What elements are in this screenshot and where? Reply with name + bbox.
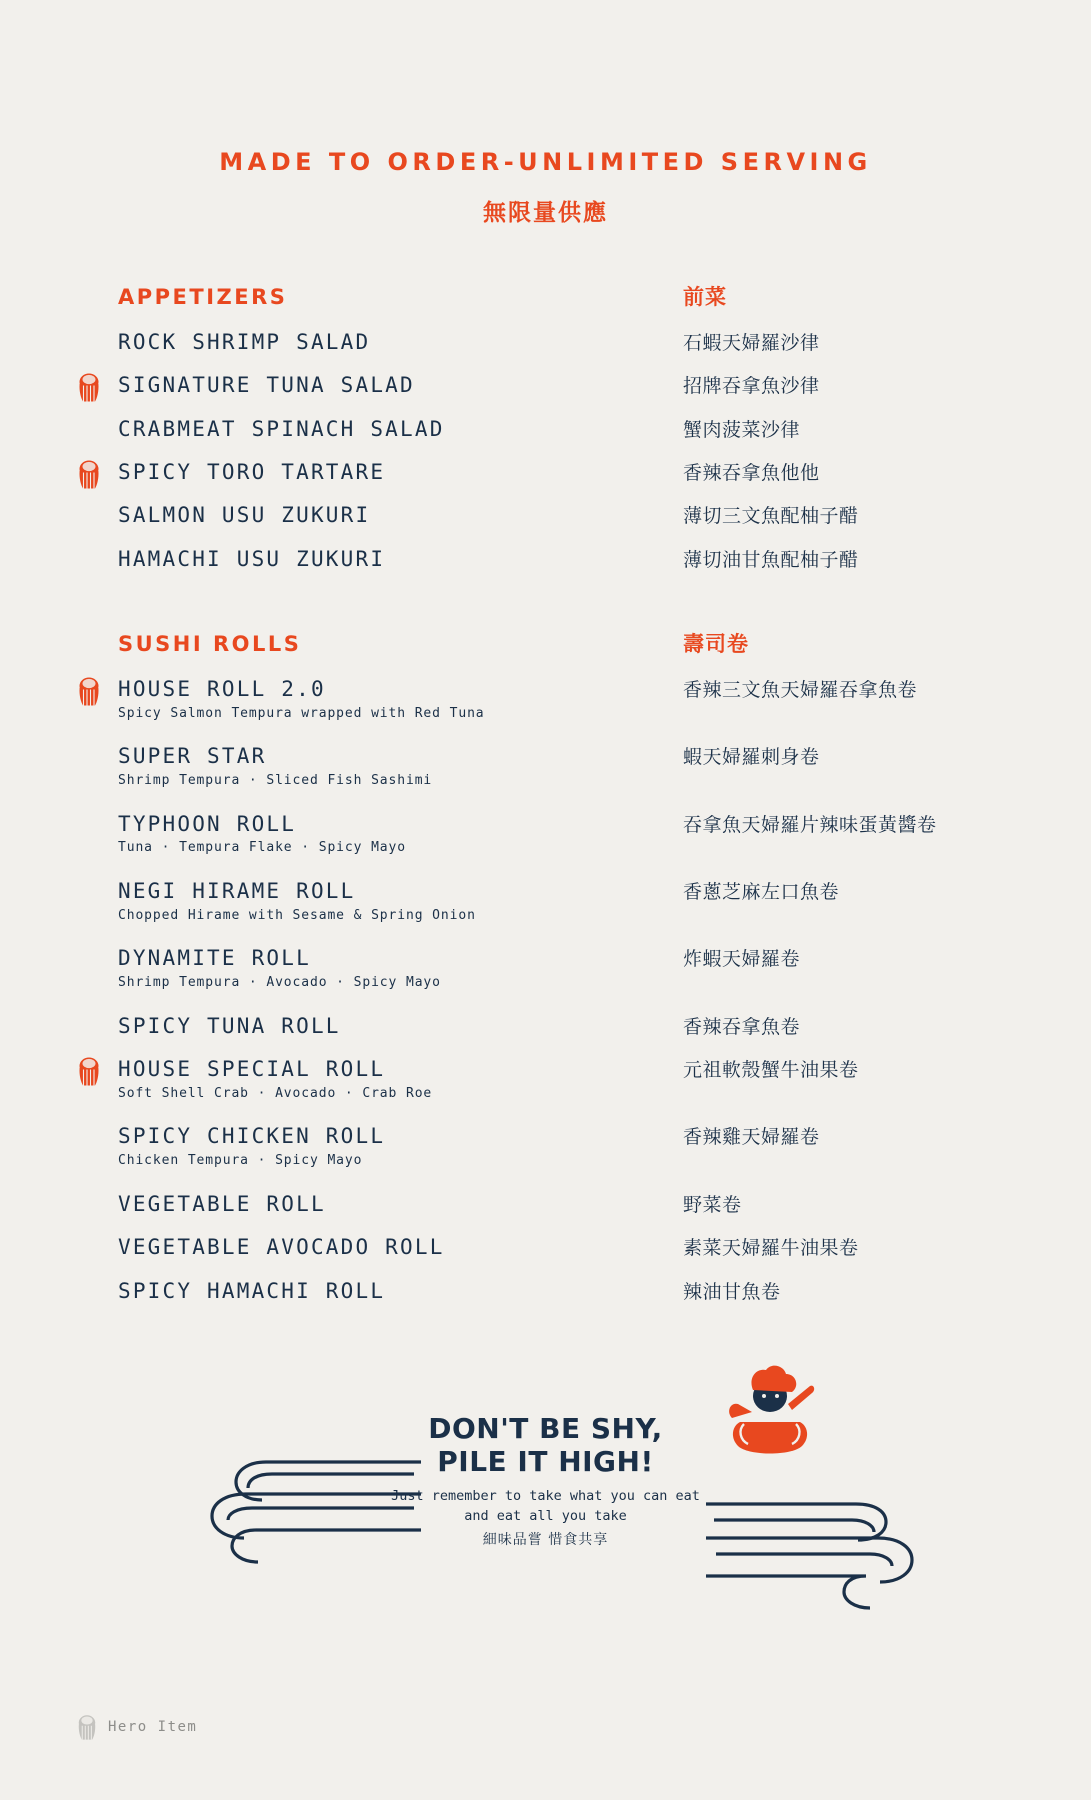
menu-item	[118, 457, 1011, 489]
header-title-en: MADE TO ORDER-UNLIMITED SERVING	[219, 148, 872, 176]
spacer	[118, 1175, 1011, 1189]
menu-item	[118, 370, 1011, 402]
footer-inner	[316, 1412, 776, 1549]
footer-subtitle-line1: Just remember to take what you can eat	[391, 1488, 700, 1505]
section-heading	[118, 628, 1011, 658]
spacer	[118, 1225, 1011, 1232]
menu-item-name-en: SPICY HAMACHI ROLL	[118, 1278, 386, 1303]
menu-item-left	[118, 741, 683, 790]
menu-header	[0, 0, 1091, 227]
menu-item-name-en: ROCK SHRIMP SALAD	[118, 330, 371, 354]
menu-item-description: Tuna · Tempura Flake · Spicy Mayo	[118, 840, 406, 856]
spacer	[118, 363, 1011, 370]
menu-item-name-zh: 元祖軟殼蟹牛油果卷	[683, 1059, 859, 1082]
menu-item	[118, 809, 1011, 858]
footer-subtitle-line2: and eat all you take	[464, 1508, 627, 1525]
menu-item-name-zh: 蟹肉菠菜沙律	[683, 418, 801, 441]
menu-item	[118, 1276, 1011, 1308]
menu-item	[118, 500, 1011, 532]
menu-item	[118, 327, 1011, 359]
menu-item-name-en: VEGETABLE ROLL	[118, 1191, 326, 1216]
menu-item-name-en: CRABMEAT SPINACH SALAD	[118, 416, 445, 441]
spacer	[118, 1107, 1011, 1121]
spacer	[118, 997, 1011, 1011]
spacer	[118, 727, 1011, 741]
spacer	[118, 407, 1011, 414]
menu-item	[118, 1054, 1011, 1103]
menu-item-left	[118, 327, 683, 359]
menu-item	[118, 414, 1011, 446]
menu-item-left	[118, 809, 683, 858]
legend-label: Hero Item	[108, 1719, 198, 1735]
menu-item-name-en: SIGNATURE TUNA SALAD	[118, 373, 415, 398]
menu-item-left	[118, 1189, 683, 1221]
menu-item-name-en: SALMON USU ZUKURI	[118, 503, 371, 528]
menu-item-name-zh: 香辣三文魚天婦羅吞拿魚卷	[683, 679, 918, 702]
menu-item-name-en: HAMACHI USU ZUKURI	[118, 546, 386, 571]
spacer	[118, 537, 1011, 544]
menu-item-left	[118, 876, 683, 925]
menu-item-name-en: HOUSE SPECIAL ROLL	[118, 1057, 386, 1082]
menu-item-description: Chopped Hirame with Sesame & Spring Onion	[118, 907, 476, 923]
menu-item	[118, 876, 1011, 925]
hero-item-icon	[74, 1712, 100, 1742]
menu-item-name-en: SUPER STAR	[118, 744, 267, 769]
section-heading	[118, 281, 1011, 311]
spacer	[118, 1047, 1011, 1054]
section-title-zh: 前菜	[683, 285, 727, 309]
hero-item-icon	[74, 371, 104, 403]
footer-title-line2: PILE IT HIGH!	[437, 1445, 654, 1479]
menu-item-name-zh: 辣油甘魚卷	[683, 1280, 781, 1303]
menu-item-left	[118, 674, 683, 723]
menu-item-name-zh: 素菜天婦羅牛油果卷	[683, 1237, 859, 1260]
menu-item-name-zh: 香辣吞拿魚他他	[683, 462, 820, 485]
menu-item-name-en: DYNAMITE ROLL	[118, 946, 311, 971]
spacer	[118, 862, 1011, 876]
menu-item-name-zh: 香蔥芝麻左口魚卷	[683, 881, 840, 904]
menu-item-name-en: HOUSE ROLL 2.0	[118, 677, 326, 702]
menu-item	[118, 674, 1011, 723]
section-title-zh: 壽司卷	[683, 632, 749, 657]
menu-item	[118, 943, 1011, 992]
menu-item-left	[118, 414, 683, 446]
menu-item-name-zh: 香辣吞拿魚卷	[683, 1015, 801, 1038]
sushi-chef-icon	[722, 1360, 818, 1464]
menu-item-left	[118, 544, 683, 576]
menu-item-left	[118, 1011, 683, 1043]
menu-item-left	[118, 500, 683, 532]
menu-item	[118, 544, 1011, 576]
footer-title-line1: DON'T BE SHY,	[428, 1412, 663, 1445]
header-title-zh: 無限量供應	[483, 200, 608, 226]
menu-item-name-en: VEGETABLE AVOCADO ROLL	[118, 1235, 445, 1260]
menu-item-description: Shrimp Tempura · Avocado · Spicy Mayo	[118, 974, 441, 990]
menu-item	[118, 741, 1011, 790]
spacer	[118, 929, 1011, 943]
menu-item-description: Shrimp Tempura · Sliced Fish Sashimi	[118, 772, 433, 788]
menu-item-description: Spicy Salmon Tempura wrapped with Red Tuna	[118, 705, 485, 721]
menu-item-name-zh: 野菜卷	[683, 1193, 742, 1216]
menu-item-description: Soft Shell Crab · Avocado · Crab Roe	[118, 1085, 433, 1101]
menu-item	[118, 1232, 1011, 1264]
menu-item-name-en: SPICY TUNA ROLL	[118, 1013, 341, 1038]
menu-item-name-en: SPICY CHICKEN ROLL	[118, 1124, 386, 1149]
menu-item-name-en: SPICY TORO TARTARE	[118, 460, 386, 485]
menu-item-name-zh: 薄切三文魚配柚子醋	[683, 505, 859, 528]
menu-item-name-en: TYPHOON ROLL	[118, 811, 297, 836]
menu-item-description: Chicken Tempura · Spicy Mayo	[118, 1152, 363, 1168]
menu-item-name-zh: 石蝦天婦羅沙律	[683, 332, 820, 354]
menu-item-name-zh: 香辣雞天婦羅卷	[683, 1126, 820, 1149]
menu-item-name-zh: 招牌吞拿魚沙律	[683, 375, 820, 398]
spacer	[118, 795, 1011, 809]
menu-item-left	[118, 1121, 683, 1170]
wave-swirl-left-icon	[186, 1450, 426, 1580]
menu-item-name-zh: 蝦天婦羅刺身卷	[683, 746, 820, 769]
menu-item-name-zh: 薄切油甘魚配柚子醋	[683, 548, 859, 571]
menu-item-left	[118, 1276, 683, 1308]
spacer	[118, 1269, 1011, 1276]
menu-item-name-zh: 炸蝦天婦羅卷	[683, 948, 801, 971]
section-sushi-rolls	[118, 628, 1011, 1308]
menu-item	[118, 1121, 1011, 1170]
section-appetizers	[118, 281, 1011, 576]
menu-content	[0, 281, 1091, 1308]
legend	[74, 1712, 197, 1742]
hero-item-icon	[74, 458, 104, 490]
menu-item-left	[118, 370, 683, 402]
menu-item-name-zh: 吞拿魚天婦羅片辣味蛋黃醬卷	[683, 813, 937, 836]
menu-item-left	[118, 1054, 683, 1103]
spacer	[118, 450, 1011, 457]
menu-item-left	[118, 457, 683, 489]
menu-item-name-en: NEGI HIRAME ROLL	[118, 879, 356, 904]
section-title-en: APPETIZERS	[118, 285, 288, 309]
menu-item-left	[118, 943, 683, 992]
menu-item-left	[118, 1232, 683, 1264]
section-title-en: SUSHI ROLLS	[118, 632, 302, 657]
hero-item-icon	[74, 1055, 104, 1087]
footer-emblem	[0, 1412, 1091, 1672]
spacer	[118, 493, 1011, 500]
menu-item	[118, 1011, 1011, 1043]
hero-item-icon	[74, 675, 104, 707]
footer-subtitle-zh: 細味品嘗 惜食共享	[482, 1531, 609, 1548]
menu-item	[118, 1189, 1011, 1221]
wave-swirl-right-icon	[706, 1492, 936, 1612]
